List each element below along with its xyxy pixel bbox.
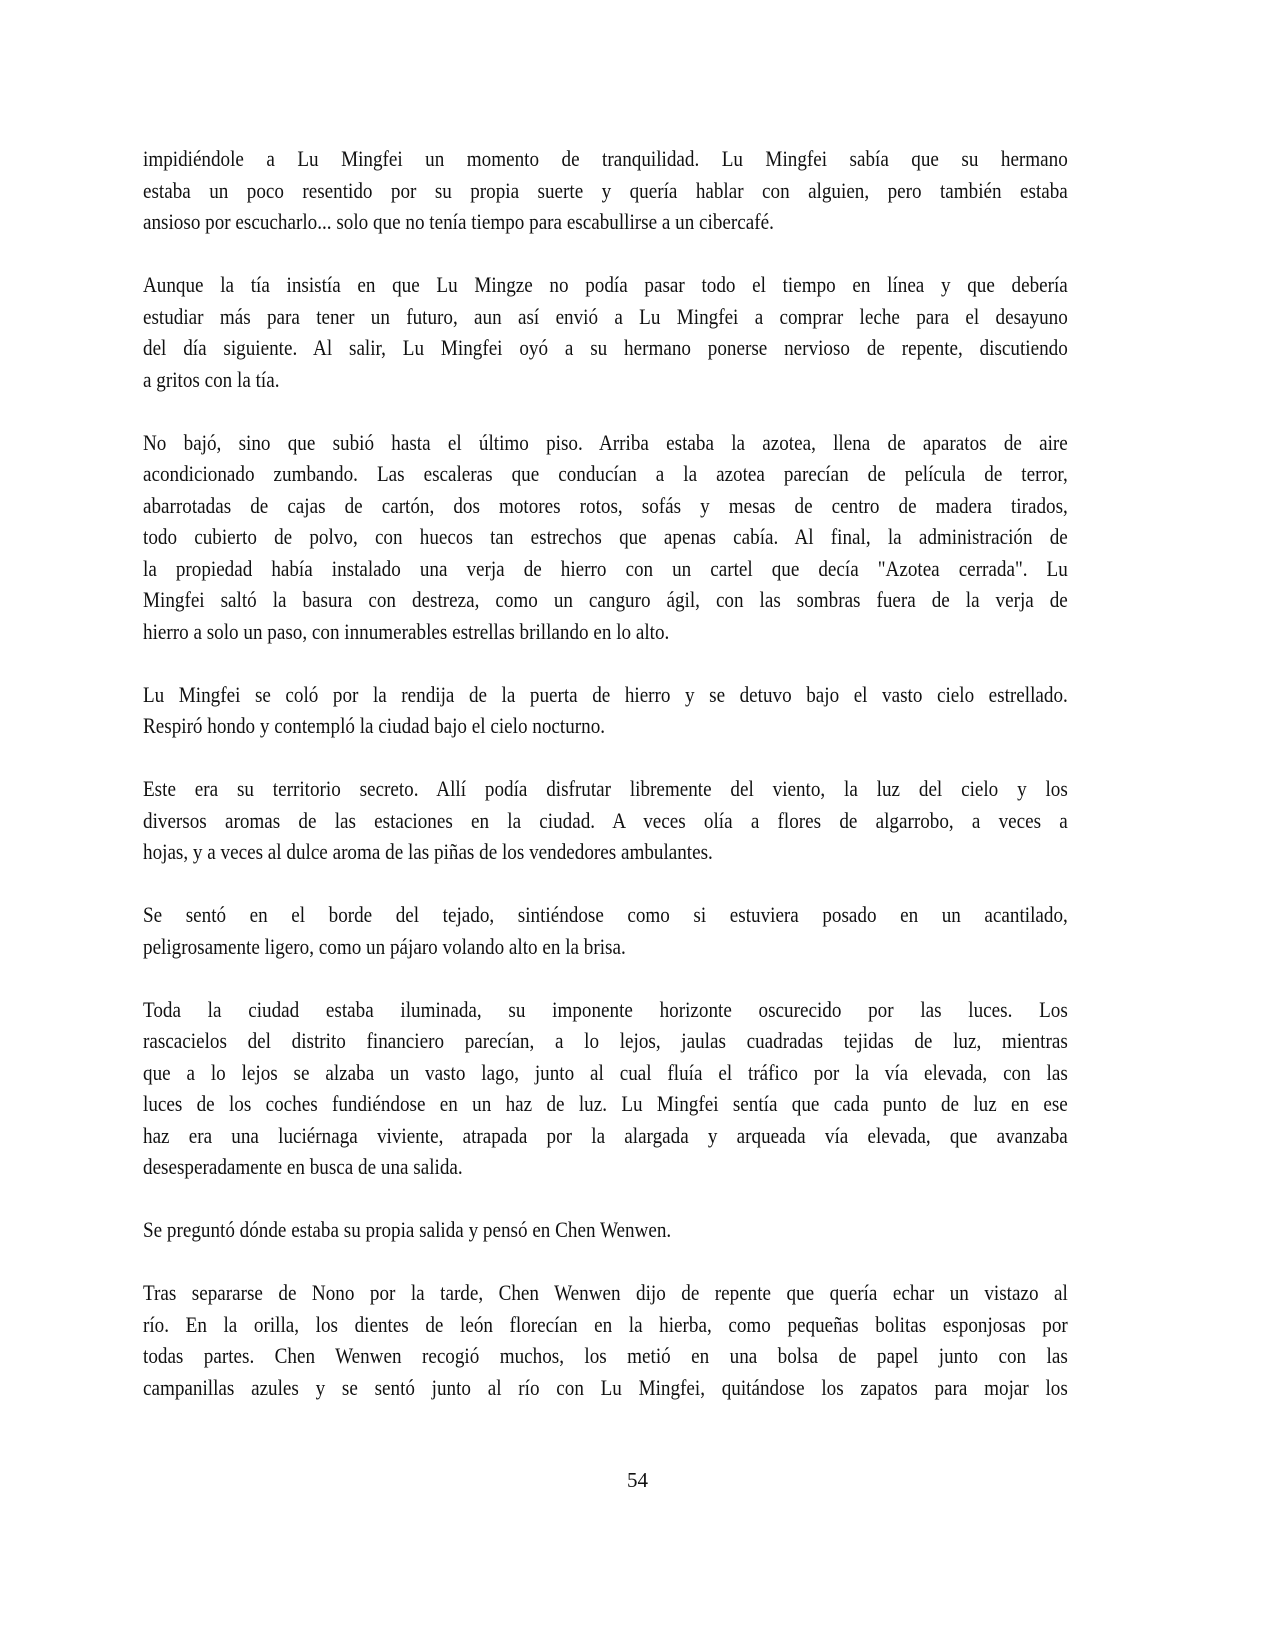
text-line — [143, 1120, 1068, 1152]
text-line-content: Toda la ciudad estaba iluminada, su imponente horizonte oscurecido por las luces. Los — [143, 996, 1068, 1022]
paragraph — [143, 773, 1068, 868]
text-line — [143, 836, 1068, 868]
text-line-content: a gritos con la tía. — [143, 366, 280, 392]
text-line-content: ansioso por escucharlo... solo que no tenía tiempo para escabullirse a un cibercafé. — [143, 209, 774, 234]
paragraph — [143, 1277, 1068, 1403]
text-line — [143, 1088, 1068, 1120]
text-line — [143, 1214, 1068, 1246]
text-line — [143, 1372, 1068, 1404]
text-line-content: del día siguiente. Al salir, Lu Mingfei oyó a su hermano ponerse nervioso de repente, discutiendo — [143, 335, 1068, 360]
text-line — [143, 805, 1068, 837]
text-line-content: desesperadamente en busca de una salida. — [143, 1154, 463, 1179]
text-line-content: Se preguntó dónde estaba su propia salida y pensó en Chen Wenwen. — [143, 1217, 672, 1242]
text-line — [143, 1277, 1068, 1309]
text-line-content: No bajó, sino que subió hasta el último piso. Arriba estaba la azotea, llena de aparatos de aire — [143, 429, 1068, 455]
text-line-content: diversos aromas de las estaciones en la ciudad. A veces olía a flores de algarrobo, a veces a — [143, 807, 1068, 833]
text-line — [143, 521, 1068, 553]
text-line — [143, 1151, 1068, 1183]
text-line — [143, 710, 1068, 742]
paragraph — [143, 994, 1068, 1183]
text-line-content: río. En la orilla, los dientes de león florecían en la hierba, como pequeñas bolitas esponjosas por — [143, 1311, 1068, 1337]
text-line-content: estaba un poco resentido por su propia suerte y quería hablar con alguien, pero también estaba — [143, 177, 1068, 203]
text-line-content: hierro a solo un paso, con innumerables estrellas brillando en lo alto. — [143, 618, 670, 644]
text-line — [143, 332, 1068, 364]
text-line — [143, 364, 1068, 396]
text-line — [143, 490, 1068, 522]
text-line-content: peligrosamente ligero, como un pájaro volando alto en la brisa. — [143, 933, 626, 959]
text-line — [143, 679, 1068, 711]
text-line-content: haz era una luciérnaga viviente, atrapada por la alargada y arqueada vía elevada, que avanzaba — [143, 1122, 1068, 1148]
text-line — [143, 931, 1068, 963]
text-line-content: Respiró hondo y contempló la ciudad bajo el cielo nocturno. — [143, 713, 606, 738]
text-line-content: abarrotadas de cajas de cartón, dos motores rotos, sofás y mesas de centro de madera tirados, — [143, 492, 1068, 518]
text-line — [143, 175, 1068, 207]
page-number: 54 — [627, 1468, 648, 1492]
text-line — [143, 1309, 1068, 1341]
text-line — [143, 1340, 1068, 1372]
text-line — [143, 427, 1068, 459]
text-line-content: que a lo lejos se alzaba un vasto lago, junto al cual fluía el tráfico por la vía elevada, con las — [143, 1059, 1068, 1085]
text-line-content: Mingfei saltó la basura con destreza, como un canguro ágil, con las sombras fuera de la verja de — [143, 587, 1068, 612]
paragraph — [143, 899, 1068, 962]
text-line — [143, 301, 1068, 333]
text-line — [143, 269, 1068, 301]
text-line-content: rascacielos del distrito financiero parecían, a lo lejos, jaulas cuadradas tejidas de luz, mientras — [143, 1028, 1068, 1053]
text-line-content: estudiar más para tener un futuro, aun así envió a Lu Mingfei a comprar leche para el desayuno — [143, 303, 1068, 329]
text-line — [143, 458, 1068, 490]
text-line — [143, 143, 1068, 175]
text-line-content: Este era su territorio secreto. Allí podía disfrutar libremente del viento, la luz del cielo y los — [143, 776, 1068, 801]
text-line-content: acondicionado zumbando. Las escaleras que conducían a la azotea parecían de película de terror, — [143, 461, 1068, 486]
paragraph — [143, 679, 1068, 742]
text-line-content: todas partes. Chen Wenwen recogió muchos, los metió en una bolsa de papel junto con las — [143, 1343, 1068, 1368]
text-line-content: Lu Mingfei se coló por la rendija de la puerta de hierro y se detuvo bajo el vasto cielo estrellado. — [143, 681, 1068, 707]
paragraph — [143, 427, 1068, 648]
text-line — [143, 994, 1068, 1026]
page-body — [143, 143, 1068, 1435]
text-line — [143, 206, 1068, 238]
text-line-content: luces de los coches fundiéndose en un haz de luz. Lu Mingfei sentía que cada punto de luz en ese — [143, 1091, 1068, 1116]
text-line — [143, 1057, 1068, 1089]
text-line — [143, 553, 1068, 585]
text-line-content: la propiedad había instalado una verja de hierro con un cartel que decía "Azotea cerrada". Lu — [143, 555, 1068, 581]
text-line-content: todo cubierto de polvo, con huecos tan estrechos que apenas cabía. Al final, la administración de — [143, 524, 1068, 549]
text-line-content: impidiéndole a Lu Mingfei un momento de tranquilidad. Lu Mingfei sabía que su hermano — [143, 146, 1068, 171]
text-line — [143, 584, 1068, 616]
text-line — [143, 899, 1068, 931]
text-line-content: Tras separarse de Nono por la tarde, Chen Wenwen dijo de repente que quería echar un vistazo al — [143, 1280, 1068, 1305]
text-line — [143, 773, 1068, 805]
paragraph — [143, 269, 1068, 395]
text-line-content: hojas, y a veces al dulce aroma de las piñas de los vendedores ambulantes. — [143, 839, 713, 864]
text-line — [143, 1025, 1068, 1057]
paragraph — [143, 1214, 1068, 1246]
text-line-content: Se sentó en el borde del tejado, sintiéndose como si estuviera posado en un acantilado, — [143, 902, 1068, 927]
paragraph — [143, 143, 1068, 238]
text-line — [143, 616, 1068, 648]
text-line-content: Aunque la tía insistía en que Lu Mingze no podía pasar todo el tiempo en línea y que debería — [143, 272, 1068, 297]
text-line-content: campanillas azules y se sentó junto al río con Lu Mingfei, quitándose los zapatos para mojar los — [143, 1374, 1068, 1400]
